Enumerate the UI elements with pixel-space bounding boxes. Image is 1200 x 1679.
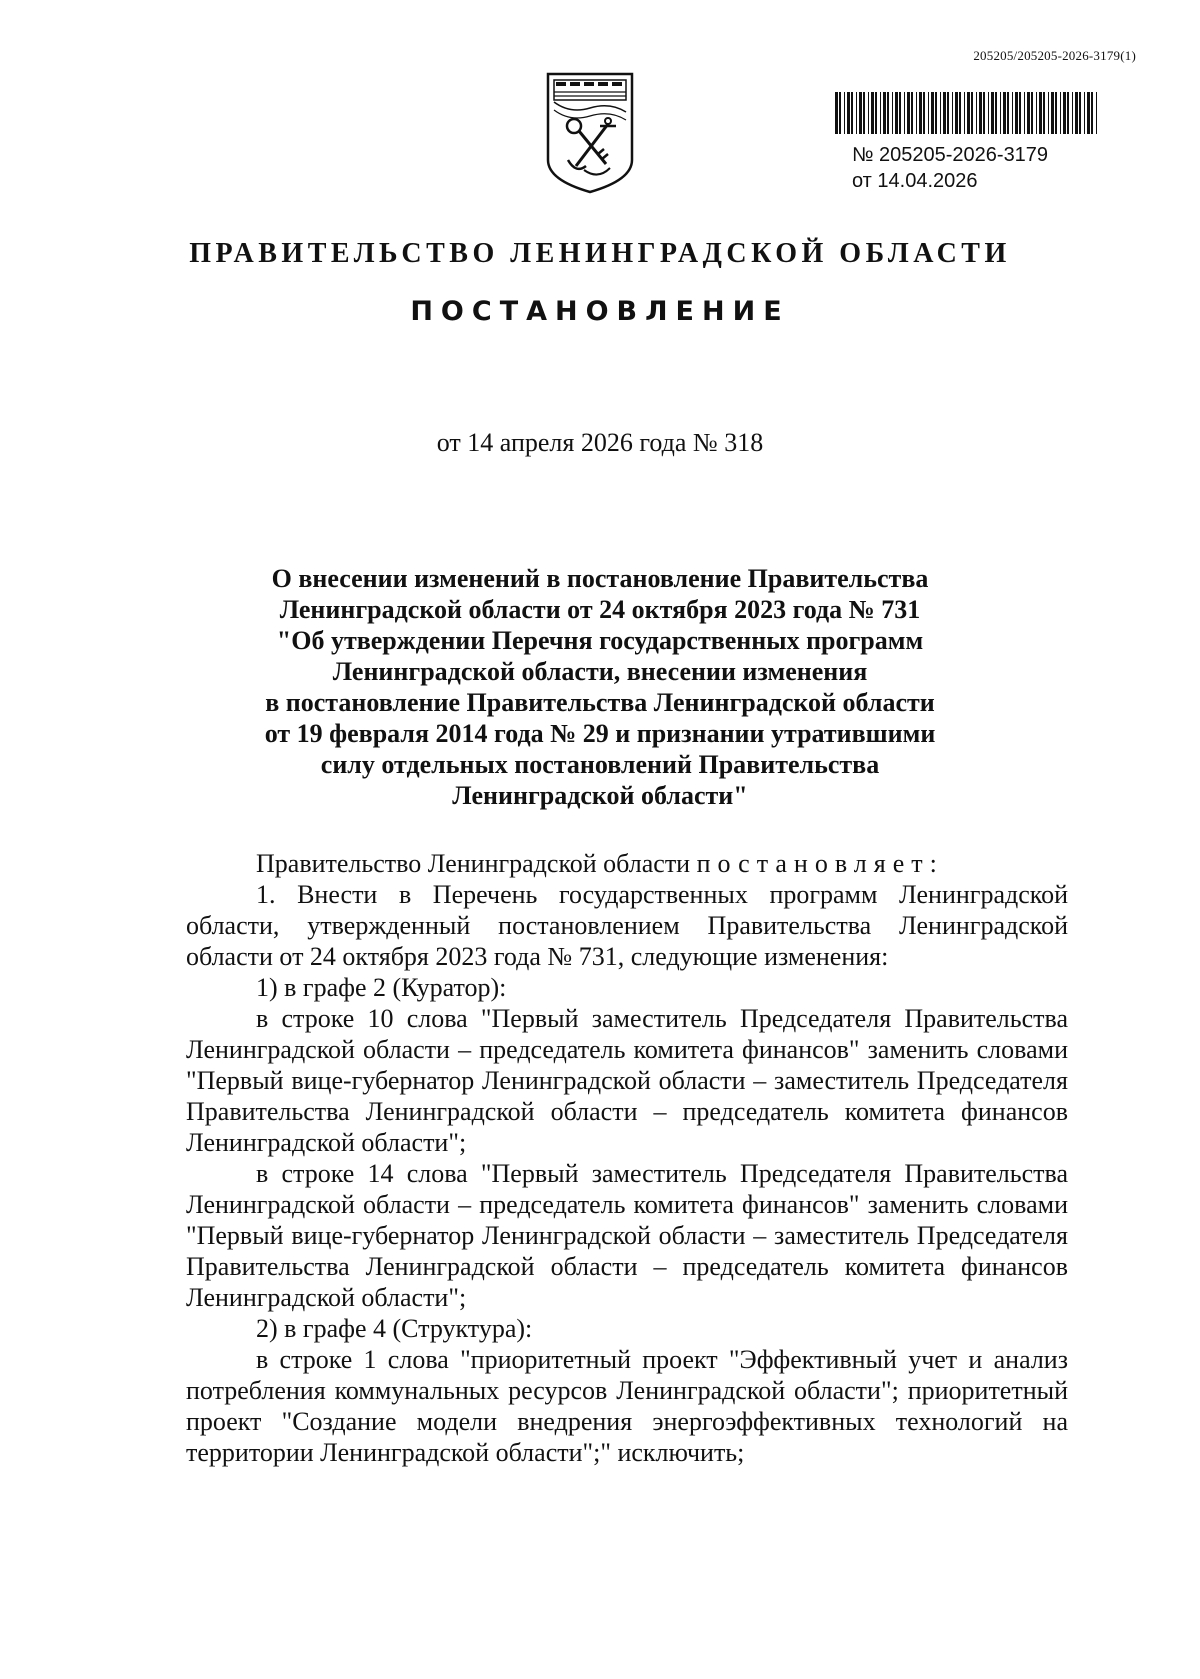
heading-line: Ленинградской области" [452,781,748,810]
paragraph-2: 1) в графе 2 (Куратор): [256,973,507,1002]
intro-paragraph [186,848,1068,879]
document-body [186,848,1068,1468]
heading-line: в постановление Правительства Ленинградской области [265,688,935,717]
heading-line: Ленинградской области, внесении изменения [332,657,868,686]
registry-code: 205205/205205-2026-3179(1) [973,48,1136,63]
intro-subject: Правительство Ленинградской области [256,849,697,878]
paragraph-4: в строке 14 слова "Первый заместитель Председателя Правительства Ленинградской области – председатель комитета финансов" заменить словами "Первый вице-губернатор Ленинградской области – заместитель Председателя Правительства Ленинградской области – председатель комитета финансов Ленинградской области"; [186,1159,1068,1312]
registry-date: от 14.04.2026 [852,170,978,192]
registry-number: № 205205-2026-3179 [852,144,1049,166]
government-title: ПРАВИТЕЛЬСТВО ЛЕНИНГРАДСКОЙ ОБЛАСТИ [189,238,1011,269]
document-date-number: от 14 апреля 2026 года № 318 [436,428,764,457]
document-type: ПОСТАНОВЛЕНИЕ [410,296,790,327]
heading-line: О внесении изменений в постановление Правительства [271,564,929,593]
paragraph-1: 1. Внести в Перечень государственных программ Ленинградской области, утвержденный постановлением Правительства Ленинградской области от 24 октября 2023 года № 731, следующие изменения: [186,880,1068,971]
paragraph-3: в строке 10 слова "Первый заместитель Председателя Правительства Ленинградской области – председатель комитета финансов" заменить словами "Первый вице-губернатор Ленинградской области – заместитель Председателя Правительства Ленинградской области – председатель комитета финансов Ленинградской области"; [186,1004,1068,1157]
paragraph-6: в строке 1 слова "приоритетный проект "Эффективный учет и анализ потребления коммунальных ресурсов Ленинградской области"; приоритетный проект "Создание модели внедрения энергоэффективных технологий на территории Ленинградской области";" исключить; [186,1345,1068,1467]
heading-line: от 19 февраля 2014 года № 29 и признании утратившими [264,719,936,748]
intro-verb: постановляет: [696,849,944,878]
heading-line: Ленинградской области от 24 октября 2023 года № 731 [279,595,921,624]
barcode [835,92,1097,134]
coat-of-arms-icon [540,68,640,196]
heading-line: "Об утверждении Перечня государственных программ [276,626,924,655]
document-heading [0,563,1200,811]
paragraph-5: 2) в графе 4 (Структура): [256,1314,533,1343]
heading-line: силу отдельных постановлений Правительства [320,750,880,779]
